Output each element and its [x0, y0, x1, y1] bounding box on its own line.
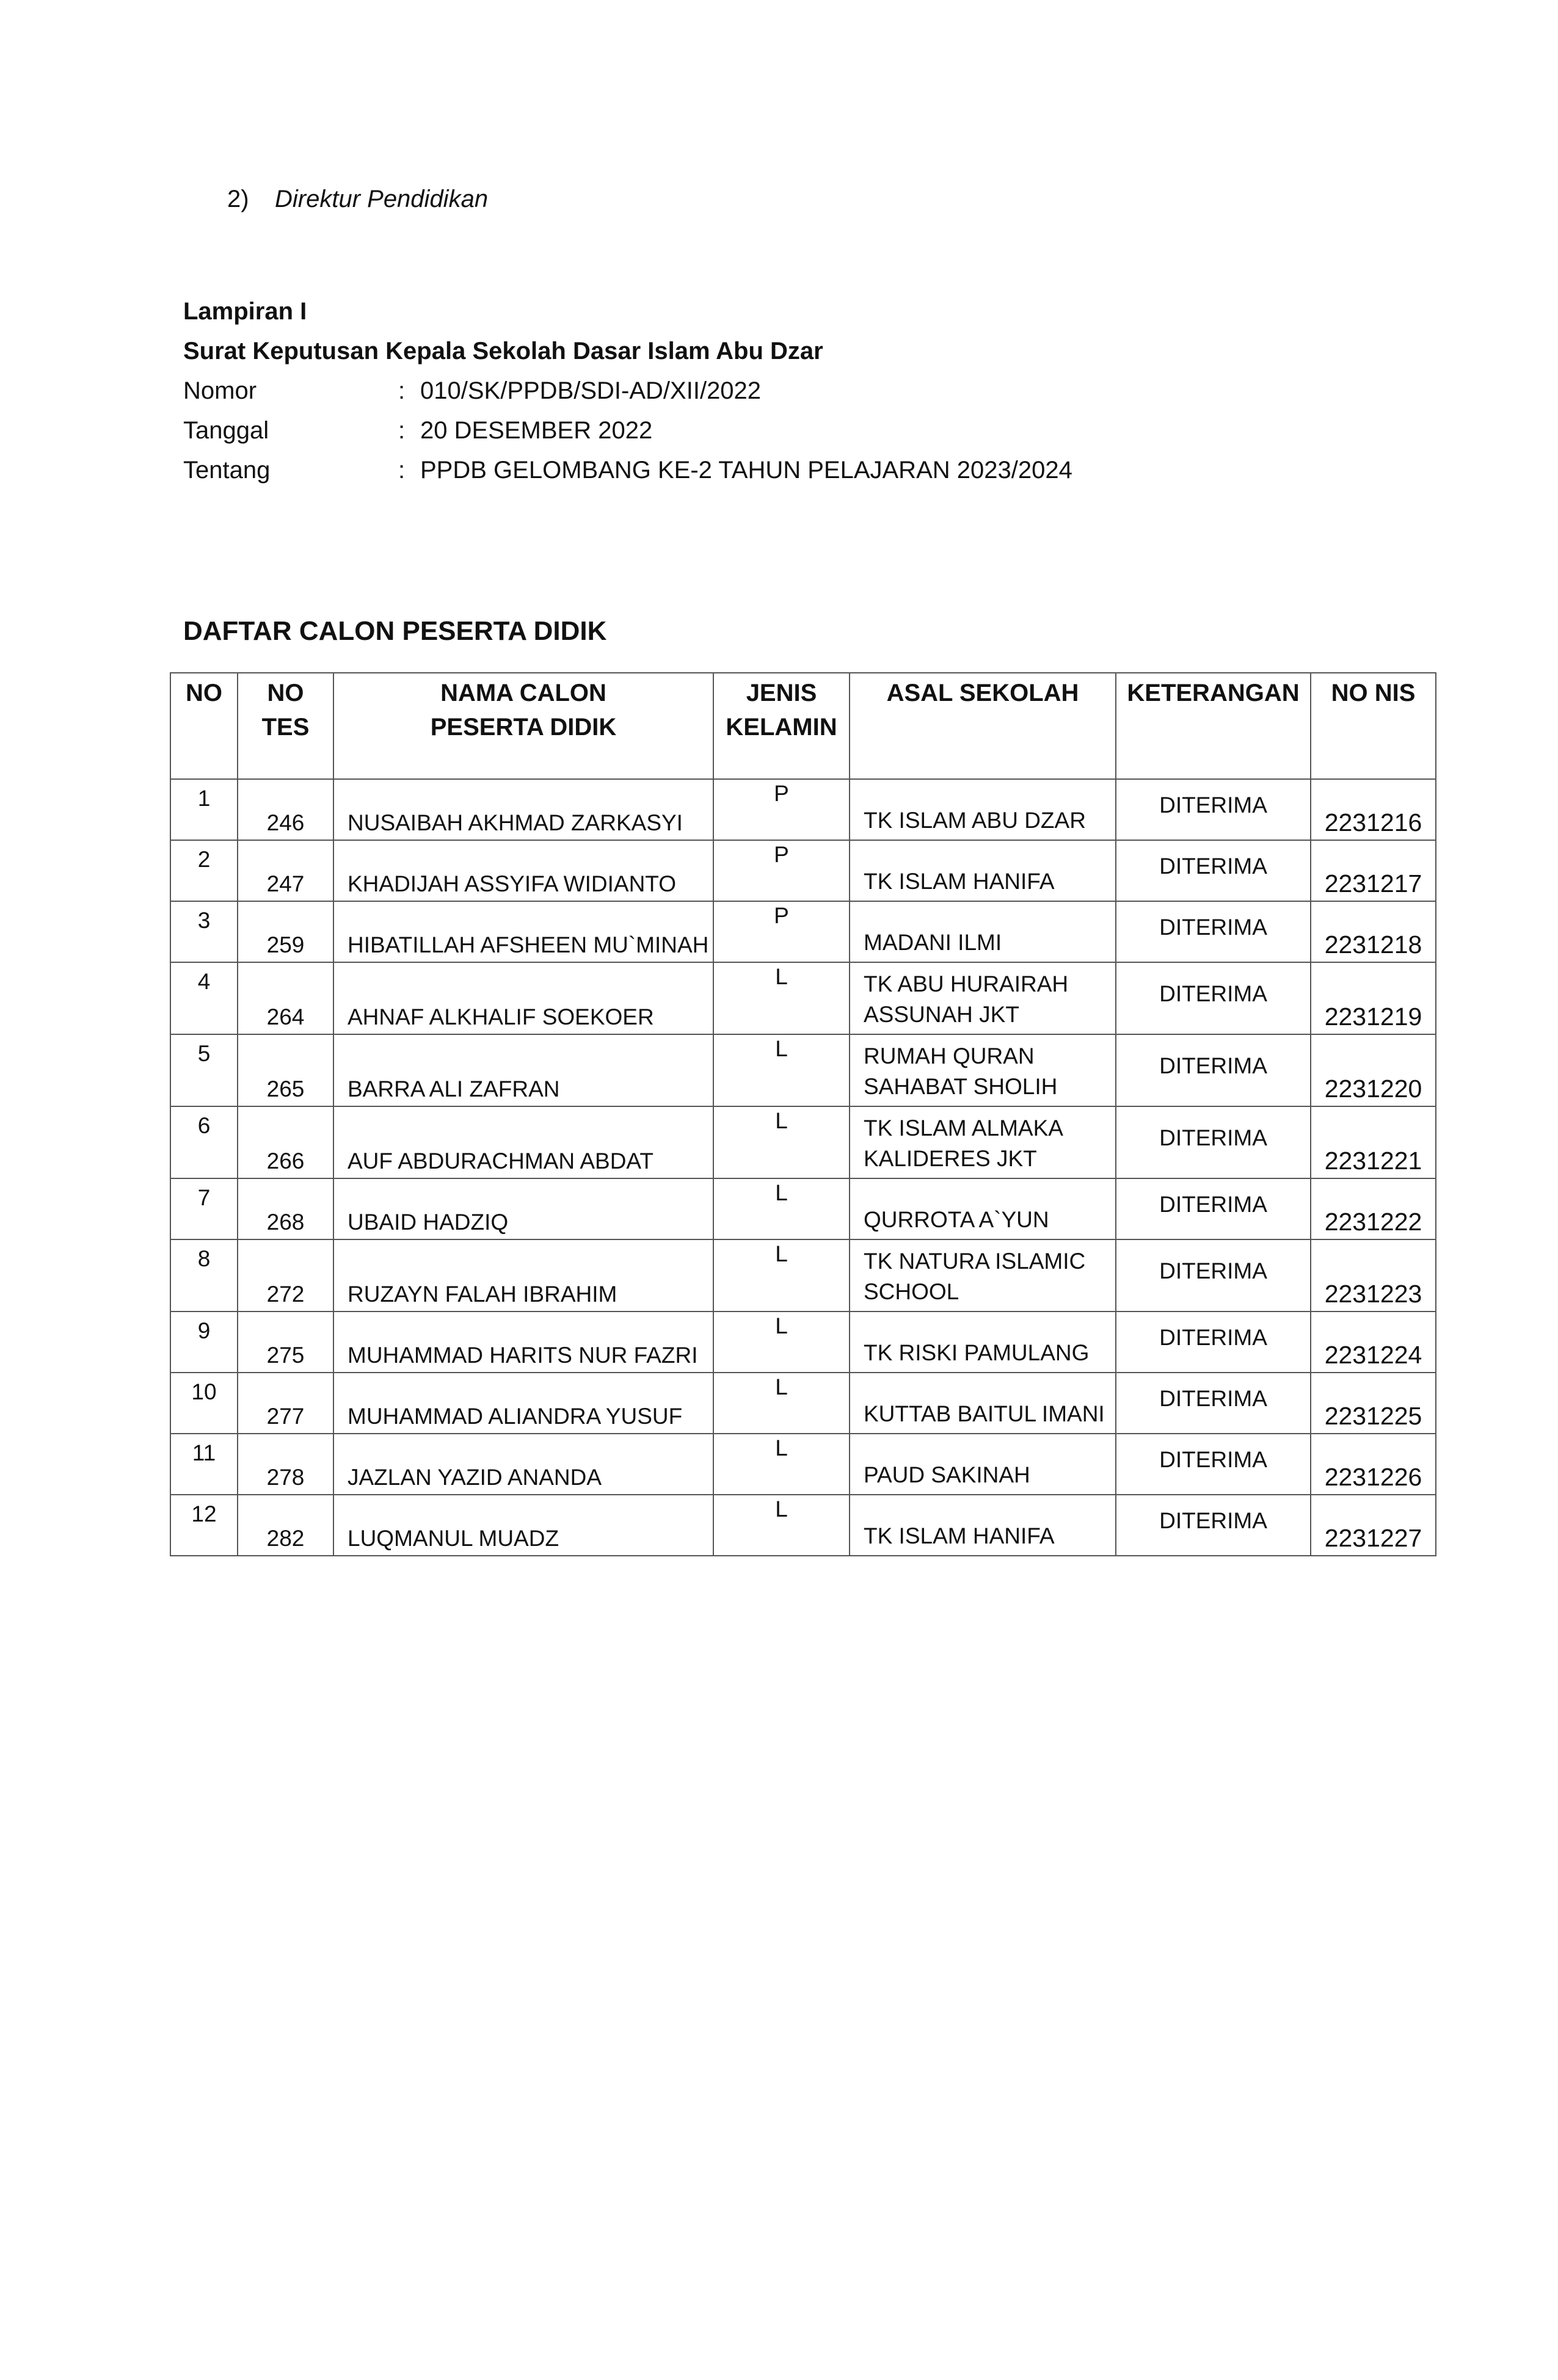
cell-no: 6	[170, 1106, 238, 1178]
cell-jenis-kelamin: L	[713, 1239, 850, 1312]
meta-label: Tentang	[183, 457, 271, 484]
cell-no-nis: 2231222	[1311, 1178, 1436, 1239]
section-title: DAFTAR CALON PESERTA DIDIK	[183, 616, 607, 646]
cell-no: 10	[170, 1373, 238, 1434]
cell-nama: LUQMANUL MUADZ	[333, 1495, 713, 1556]
column-header-keterangan: KETERANGAN	[1116, 673, 1311, 779]
cell-nama: AUF ABDURACHMAN ABDAT	[333, 1106, 713, 1178]
cell-no-tes: 277	[238, 1373, 333, 1434]
meta-colon: :	[398, 377, 406, 404]
attachment-heading: Lampiran I	[183, 298, 307, 325]
cell-asal-sekolah: TK RISKI PAMULANG	[850, 1312, 1116, 1373]
column-header-no-tes: NO TES	[238, 673, 333, 779]
cell-no-tes: 247	[238, 840, 333, 901]
meta-colon: :	[398, 417, 406, 444]
cell-keterangan: DITERIMA	[1116, 962, 1311, 1034]
recipient-list-item	[227, 182, 488, 216]
cell-no: 9	[170, 1312, 238, 1373]
cell-keterangan: DITERIMA	[1116, 1106, 1311, 1178]
cell-jenis-kelamin: L	[713, 1373, 850, 1434]
cell-nama: NUSAIBAH AKHMAD ZARKASYI	[333, 779, 713, 840]
cell-nama: HIBATILLAH AFSHEEN MU`MINAH	[333, 901, 713, 962]
cell-asal-sekolah: QURROTA A`YUN	[850, 1178, 1116, 1239]
cell-no-nis: 2231217	[1311, 840, 1436, 901]
cell-jenis-kelamin: L	[713, 962, 850, 1034]
cell-keterangan: DITERIMA	[1116, 1495, 1311, 1556]
table-row	[170, 1106, 1436, 1178]
cell-no: 4	[170, 962, 238, 1034]
cell-asal-sekolah: PAUD SAKINAH	[850, 1434, 1116, 1495]
cell-asal-sekolah: MADANI ILMI	[850, 901, 1116, 962]
list-item-text: Direktur Pendidikan	[275, 186, 489, 212]
table-row	[170, 1312, 1436, 1373]
cell-no-tes: 266	[238, 1106, 333, 1178]
cell-asal-sekolah: TK ABU HURAIRAH ASSUNAH JKT	[850, 962, 1116, 1034]
cell-jenis-kelamin: L	[713, 1495, 850, 1556]
cell-keterangan: DITERIMA	[1116, 1178, 1311, 1239]
cell-no: 7	[170, 1178, 238, 1239]
cell-jenis-kelamin: L	[713, 1434, 850, 1495]
cell-no-tes: 265	[238, 1034, 333, 1106]
table-row	[170, 779, 1436, 840]
cell-nama: BARRA ALI ZAFRAN	[333, 1034, 713, 1106]
cell-no: 1	[170, 779, 238, 840]
cell-nama: RUZAYN FALAH IBRAHIM	[333, 1239, 713, 1312]
meta-value: 010/SK/PPDB/SDI-AD/XII/2022	[420, 377, 762, 404]
cell-keterangan: DITERIMA	[1116, 1239, 1311, 1312]
list-item-number: 2)	[227, 186, 249, 212]
cell-jenis-kelamin: L	[713, 1178, 850, 1239]
cell-jenis-kelamin: P	[713, 779, 850, 840]
cell-keterangan: DITERIMA	[1116, 901, 1311, 962]
column-header-no-nis: NO NIS	[1311, 673, 1436, 779]
table-row	[170, 840, 1436, 901]
attachment-header	[183, 292, 1072, 490]
meta-row-nomor	[183, 371, 1072, 411]
cell-asal-sekolah: TK ISLAM ALMAKA KALIDERES JKT	[850, 1106, 1116, 1178]
cell-no-tes: 275	[238, 1312, 333, 1373]
meta-value: PPDB GELOMBANG KE-2 TAHUN PELAJARAN 2023/2024	[420, 457, 1072, 484]
cell-keterangan: DITERIMA	[1116, 1373, 1311, 1434]
student-roster-table	[170, 672, 1436, 1556]
table-body	[170, 779, 1436, 1556]
cell-no-tes: 278	[238, 1434, 333, 1495]
meta-label: Tanggal	[183, 417, 269, 444]
cell-keterangan: DITERIMA	[1116, 1434, 1311, 1495]
table-row	[170, 901, 1436, 962]
cell-jenis-kelamin: P	[713, 840, 850, 901]
cell-no-nis: 2231224	[1311, 1312, 1436, 1373]
cell-asal-sekolah: RUMAH QURAN SAHABAT SHOLIH	[850, 1034, 1116, 1106]
cell-no-nis: 2231220	[1311, 1034, 1436, 1106]
cell-jenis-kelamin: L	[713, 1312, 850, 1373]
cell-no-tes: 259	[238, 901, 333, 962]
cell-no: 11	[170, 1434, 238, 1495]
cell-no-nis: 2231218	[1311, 901, 1436, 962]
table-row	[170, 1373, 1436, 1434]
cell-no: 5	[170, 1034, 238, 1106]
table-row	[170, 1495, 1436, 1556]
meta-row-tanggal	[183, 411, 1072, 451]
cell-no-tes: 268	[238, 1178, 333, 1239]
cell-no-nis: 2231225	[1311, 1373, 1436, 1434]
meta-value: 20 DESEMBER 2022	[420, 417, 653, 444]
cell-no: 3	[170, 901, 238, 962]
cell-no-tes: 272	[238, 1239, 333, 1312]
table-row	[170, 1178, 1436, 1239]
cell-no: 12	[170, 1495, 238, 1556]
cell-asal-sekolah: TK NATURA ISLAMIC SCHOOL	[850, 1239, 1116, 1312]
cell-jenis-kelamin: L	[713, 1106, 850, 1178]
cell-asal-sekolah: TK ISLAM HANIFA	[850, 840, 1116, 901]
cell-no-tes: 282	[238, 1495, 333, 1556]
cell-nama: JAZLAN YAZID ANANDA	[333, 1434, 713, 1495]
cell-jenis-kelamin: P	[713, 901, 850, 962]
cell-asal-sekolah: TK ISLAM ABU DZAR	[850, 779, 1116, 840]
column-header-jenis-kelamin: JENIS KELAMIN	[713, 673, 850, 779]
cell-no-nis: 2231216	[1311, 779, 1436, 840]
cell-nama: AHNAF ALKHALIF SOEKOER	[333, 962, 713, 1034]
cell-no-tes: 246	[238, 779, 333, 840]
table-row	[170, 962, 1436, 1034]
cell-asal-sekolah: KUTTAB BAITUL IMANI	[850, 1373, 1116, 1434]
cell-no-nis: 2231227	[1311, 1495, 1436, 1556]
table-header-row	[170, 673, 1436, 779]
cell-keterangan: DITERIMA	[1116, 1312, 1311, 1373]
cell-no-nis: 2231221	[1311, 1106, 1436, 1178]
cell-no-tes: 264	[238, 962, 333, 1034]
cell-no: 8	[170, 1239, 238, 1312]
cell-asal-sekolah: TK ISLAM HANIFA	[850, 1495, 1116, 1556]
meta-colon: :	[398, 457, 406, 484]
meta-row-tentang	[183, 451, 1072, 490]
cell-nama: UBAID HADZIQ	[333, 1178, 713, 1239]
cell-no-nis: 2231223	[1311, 1239, 1436, 1312]
meta-label: Nomor	[183, 377, 257, 404]
cell-jenis-kelamin: L	[713, 1034, 850, 1106]
table-row	[170, 1434, 1436, 1495]
cell-nama: MUHAMMAD HARITS NUR FAZRI	[333, 1312, 713, 1373]
table-row	[170, 1034, 1436, 1106]
column-header-nama: NAMA CALON PESERTA DIDIK	[333, 673, 713, 779]
table-row	[170, 1239, 1436, 1312]
cell-no: 2	[170, 840, 238, 901]
cell-nama: KHADIJAH ASSYIFA WIDIANTO	[333, 840, 713, 901]
cell-keterangan: DITERIMA	[1116, 779, 1311, 840]
cell-keterangan: DITERIMA	[1116, 840, 1311, 901]
column-header-asal-sekolah: ASAL SEKOLAH	[850, 673, 1116, 779]
column-header-no: NO	[170, 673, 238, 779]
cell-no-nis: 2231219	[1311, 962, 1436, 1034]
cell-keterangan: DITERIMA	[1116, 1034, 1311, 1106]
attachment-subheading: Surat Keputusan Kepala Sekolah Dasar Islam Abu Dzar	[183, 338, 823, 365]
cell-no-nis: 2231226	[1311, 1434, 1436, 1495]
cell-nama: MUHAMMAD ALIANDRA YUSUF	[333, 1373, 713, 1434]
